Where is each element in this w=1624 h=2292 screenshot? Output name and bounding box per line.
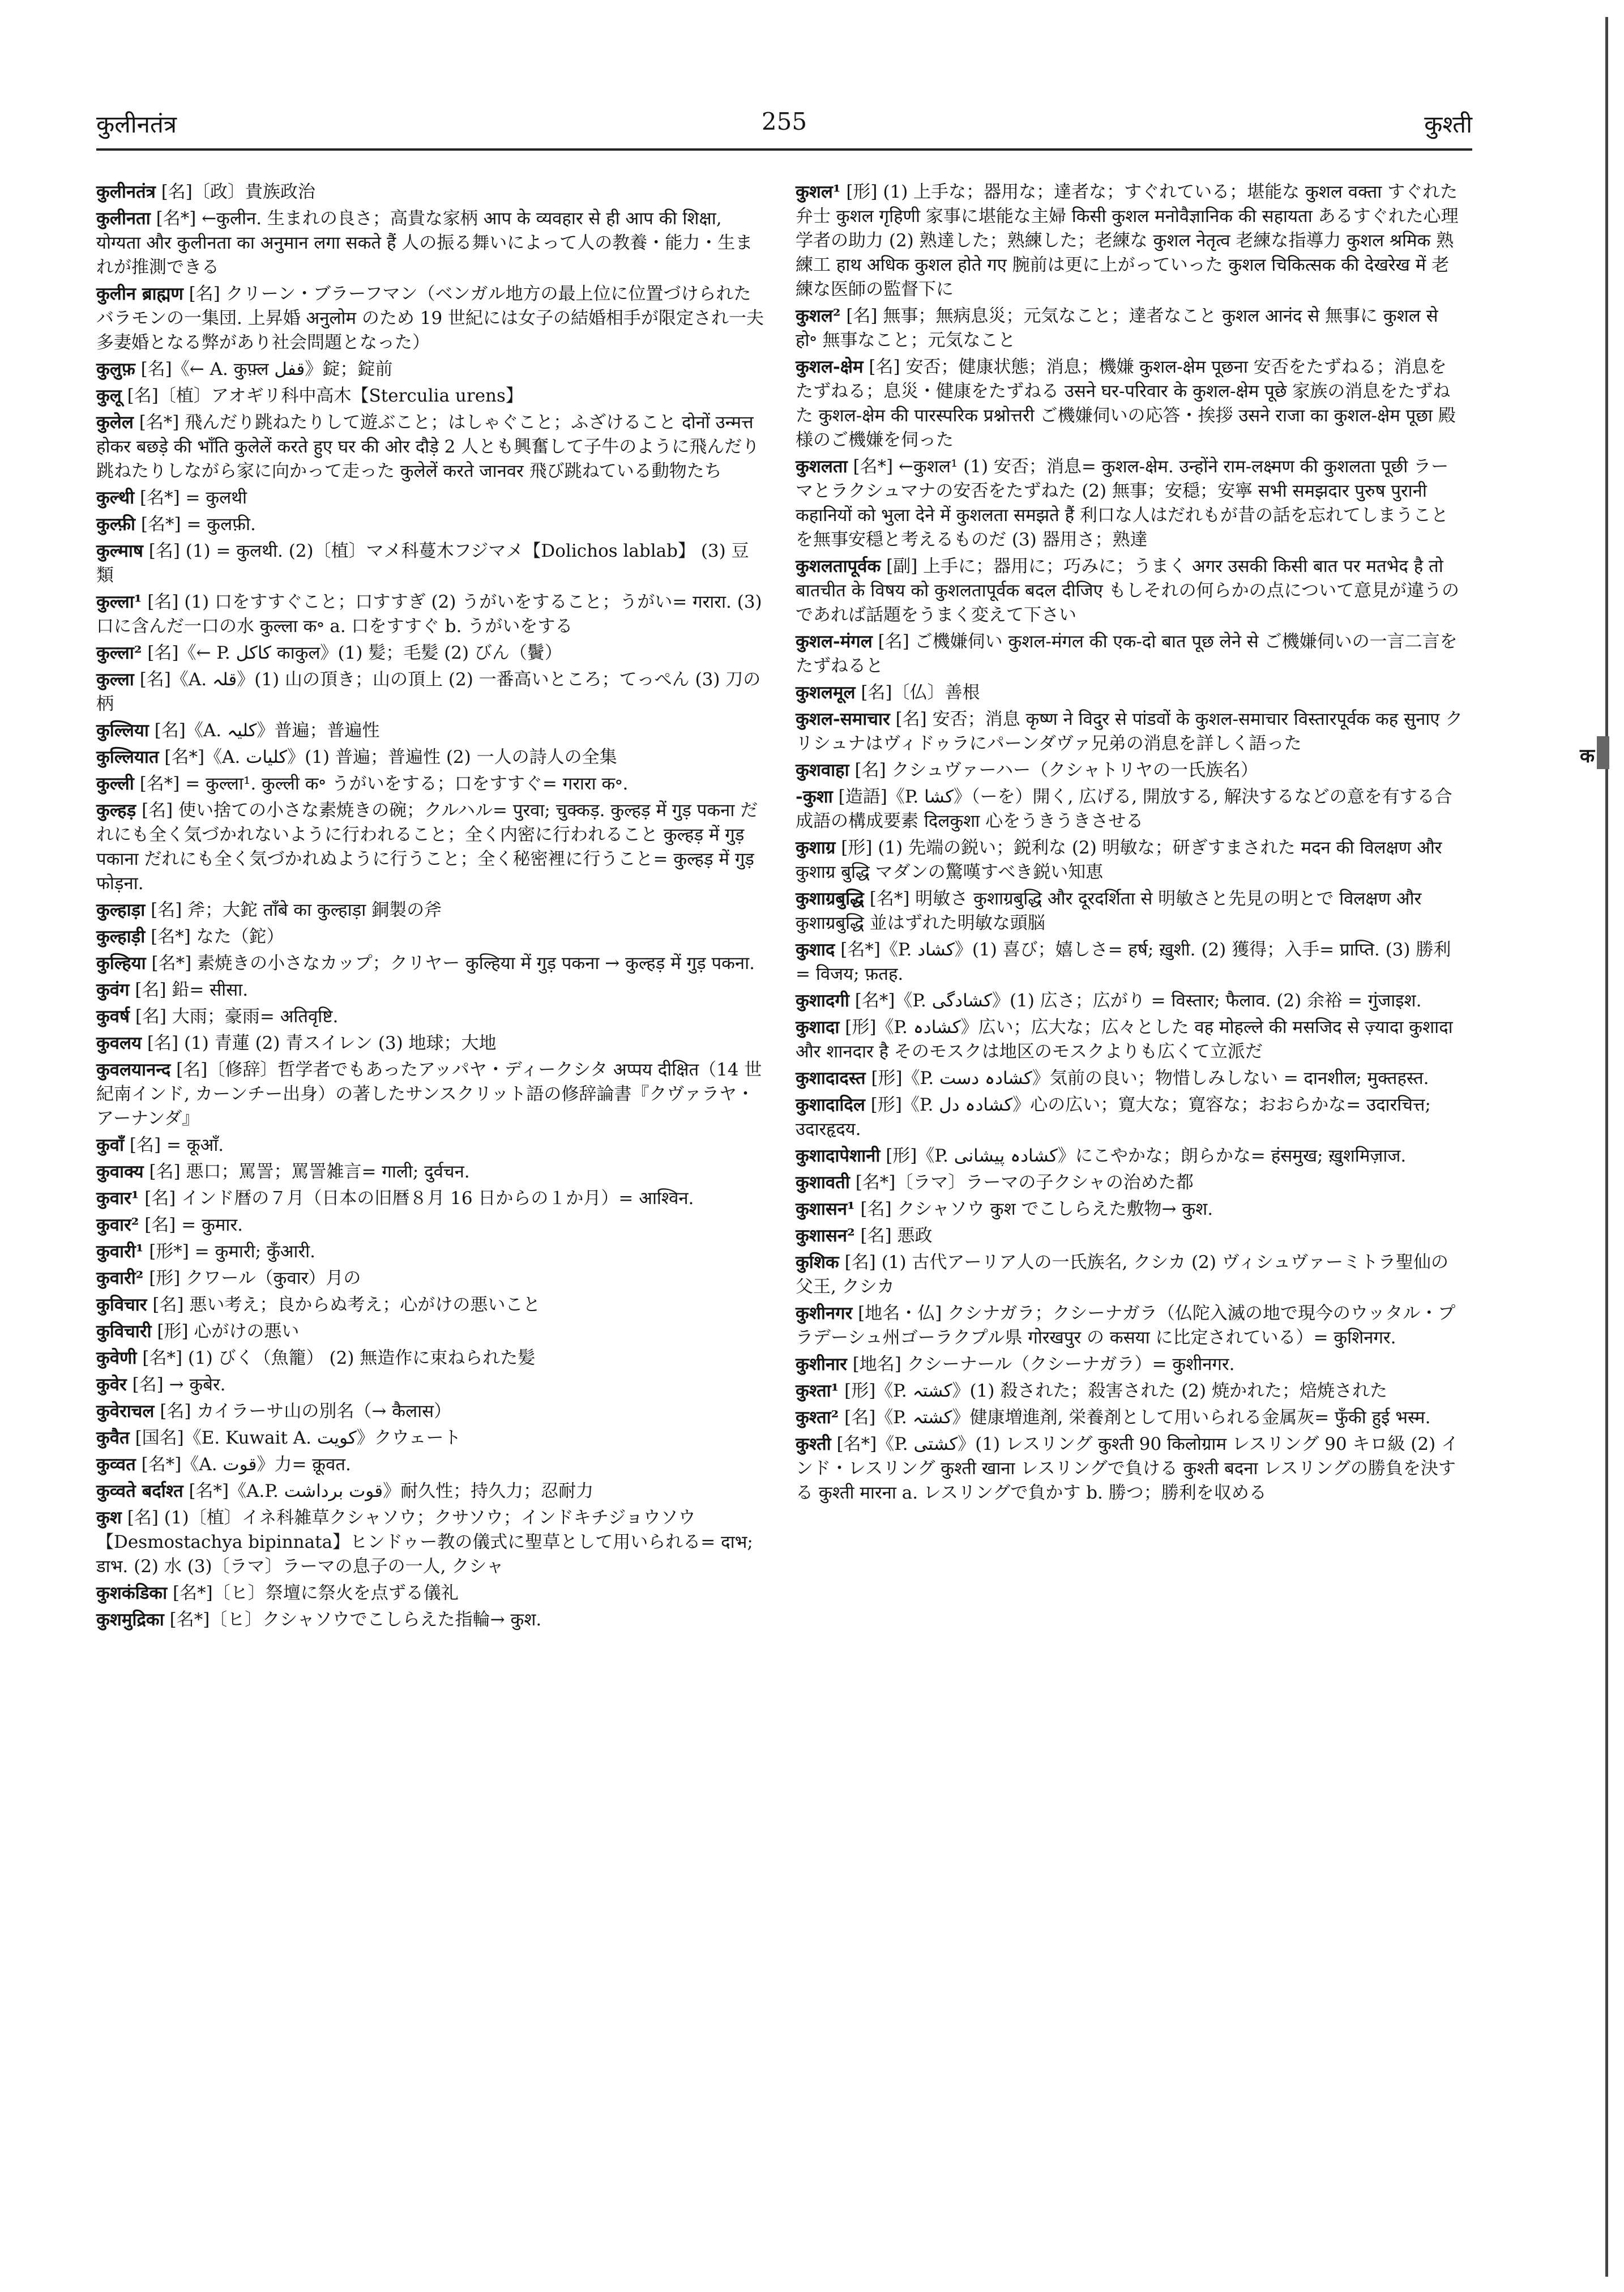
entry-definition: [名] → कुबेर. (126, 1375, 226, 1395)
entry-headword: कुलू (96, 386, 122, 406)
entry-headword: कुशावती (796, 1172, 850, 1193)
dictionary-entry (96, 1186, 764, 1211)
dictionary-entry (796, 1379, 1464, 1403)
entry-definition: [形] (1) 先端の鋭い；鋭利な (2) 明敏な；研ぎすまされた मदन की विलक्षण और कुशाग्र बुद्धि マダンの驚嘆すべき鋭い知恵 (796, 838, 1442, 882)
dictionary-entry (796, 455, 1464, 552)
dictionary-entry (96, 951, 764, 976)
entry-definition: [名] 悪い考え；良からぬ考え；心がけの悪いこと (147, 1295, 541, 1315)
entry-definition: [造語]《P. کشا》（ーを）開く, 広げる, 開放する, 解決するなどの意を有する合成語の構成要素 दिलकुशा 心をうきうきさせる (796, 787, 1452, 831)
entry-definition: [名] ご機嫌伺い कुशल-मंगल की एक-दो बात पूछ लेने से ご機嫌伺いの一言二言をたずねると (796, 631, 1458, 676)
dictionary-entry (796, 1432, 1464, 1505)
thumb-index-letter: क (1580, 745, 1595, 767)
dictionary-entry (96, 1005, 764, 1029)
entry-headword: कुवंग (96, 980, 130, 1000)
entry-headword: कुव्वते बर्दाश्त (96, 1481, 183, 1501)
dictionary-entry (796, 989, 1464, 1013)
dictionary-entry (96, 799, 764, 896)
entry-definition: [名]《← P. کاکل काकुल》(1) 髪；毛髪 (2) びん（鬢） (142, 643, 562, 663)
entry-definition: [名*] = कुलथी (134, 488, 247, 508)
entry-definition: [名] (1) 口をすすぐこと；口すすぎ (2) うがいをすること；うがい= गरारा. (3) 口に含んだ一口の水 कुल्ला क॰ a. 口をすすぐ b. うがいをする (96, 592, 762, 637)
entry-definition: [名*] なた（鉈） (145, 927, 284, 947)
entry-definition: [名*]《P. کشادگی》(1) 広さ；広がり = विस्तार; फैलाव. (2) 余裕 = गुंजाइश. (849, 991, 1422, 1011)
entry-headword: कुश (96, 1508, 122, 1528)
left-column (96, 180, 764, 1634)
dictionary-entry (96, 1160, 764, 1184)
entry-headword: कुल्फ़ी (96, 514, 136, 535)
entry-definition: [名] (1) 古代アーリア人の一氏族名, クシカ (2) ヴィシュヴァーミトラ聖仙の父王, クシカ (796, 1252, 1449, 1297)
entry-definition: [形] (1) 上手な；器用な；達者な；すぐれている；堪能な कुशल वक्ता すぐれた弁士 कुशल गृहिणी 家事に堪能な主婦 किसी कुशल मनोवैज्ञानिक की सहायता あるすぐれた心理学者の助力 (2) 熟達した；熟練した；老練な कुशल नेतृत्व 老練な指導力 कुशल श्रमिक 熟練工 हाथ अधिक कुशल होते गए 腕前は更に上がっていった कुशल चिकित्सक की देखरेख में 老練な医師の監督下に (796, 182, 1459, 300)
entry-headword: कुवार² (96, 1215, 139, 1235)
entry-headword: कुशादगी (796, 991, 849, 1011)
entry-definition: [名]〔政〕貴族政治 (155, 182, 315, 202)
entry-definition: [名]《A. قلہ》(1) 山の頂き；山の頂上 (2) 一番高いところ；てっぺん (3) 刀の柄 (96, 669, 761, 714)
entry-headword: कुल्माष (96, 541, 143, 561)
entry-headword: कुशल-मंगल (796, 631, 873, 652)
entry-headword: कुशादा (796, 1017, 840, 1038)
entry-headword: कुशाग्र (796, 838, 836, 858)
dictionary-entry (96, 1426, 764, 1450)
dictionary-entry (96, 1293, 764, 1317)
entry-definition: [名*]《P. کشتی》(1) レスリング कुश्ती 90 किलोग्राम レスリング 90 キロ級 (2) インド・レスリング कुश्ती खाना レスリングで負ける कुश्ती बदना レスリングの勝負を決する कुश्ती मारना a. レスリングで負かす b. 勝つ；勝利を収める (796, 1434, 1459, 1503)
entry-headword: कुश्ता¹ (796, 1381, 839, 1401)
entry-definition: [名]〔植〕アオギリ科中高木【Sterculia urens】 (121, 386, 523, 406)
dictionary-entry (96, 357, 764, 382)
entry-headword: कुशाद (796, 940, 835, 960)
thumb-index-tab (1580, 736, 1609, 769)
entry-headword: कुशीनगर (796, 1303, 853, 1324)
dictionary-entry (796, 1144, 1464, 1168)
entry-headword: कुवाक्य (96, 1162, 144, 1182)
entry-definition: [地名] クシーナール（クシーナガラ）= कुशीनगर. (847, 1354, 1235, 1375)
entry-definition: [名*]〔ヒ〕祭壇に祭火を点ずる儀礼 (167, 1583, 459, 1603)
dictionary-entry (96, 668, 764, 716)
dictionary-entry (96, 1346, 764, 1371)
entry-definition: [名]《P. کشتہ》健康増進剤, 栄養剤として用いられる金属灰= फुँकी हुई भस्म. (839, 1407, 1431, 1428)
entry-headword: कुलुफ़ (96, 359, 135, 379)
entry-definition: [副] 上手に；器用に；巧みに；うまく अगर उसकी किसी बात पर मतभेद है तो बातचीत के विषय को कुशलतापूर्वक बदल दीजिए もしそれの何らかの点について意見が違うのであれば話題をうまく変えて下さい (796, 556, 1460, 625)
dictionary-entry (96, 925, 764, 949)
entry-definition: [名*] 飛んだり跳ねたりして遊ぶこと；はしゃぐこと；ふざけること दोनों उन्मत्त होकर बछड़े की भाँति कुलेलें करते हुए घर की ओर दौड़े 2 人とも興奮して子牛のように飛んだり跳ねたりしながら家に向かって走った कुलेलें करते जानवर 飛び跳ねている動物たち (96, 412, 760, 481)
entry-headword: कुविचारी (96, 1321, 152, 1342)
entry-headword: कुशकंडिका (96, 1583, 168, 1603)
entry-definition: [名*]〔ヒ〕クシャソウでこしらえた指輪→ कुश. (164, 1610, 542, 1630)
dictionary-entry (796, 785, 1464, 834)
dictionary-entry (96, 772, 764, 796)
dictionary-entry (796, 554, 1464, 628)
entry-definition: [名] 鉛= सीसा. (129, 980, 249, 1000)
entry-headword: कुश्ता² (796, 1407, 839, 1428)
entry-definition: [名] 斧；大鉈 ताँबे का कुल्हाड़ा 銅製の斧 (145, 900, 442, 920)
entry-headword: कुशल-क्षेम (796, 357, 864, 377)
entry-headword: कुल्हिया (96, 953, 146, 974)
header-last-entry: कुश्ती (1424, 110, 1472, 138)
dictionary-entry (96, 513, 764, 537)
dictionary-entry (796, 630, 1464, 678)
entry-headword: कुल्ली (96, 774, 134, 794)
dictionary-entry (96, 1479, 764, 1504)
dictionary-entry (96, 1133, 764, 1158)
entry-headword: कुलीनतंत्र (96, 182, 156, 202)
entry-definition: [名] クシュヴァーハー（クシャトリヤの一氏族名） (849, 760, 1258, 780)
entry-headword: कुल्हाड़ी (96, 927, 146, 947)
entry-definition: [名] 大雨；豪雨= अतिवृष्टि. (129, 1006, 339, 1027)
entry-definition: [名] カイラーサ山の別名（→ कैलास） (154, 1401, 452, 1422)
dictionary-entry (796, 681, 1464, 705)
entry-headword: कुल्ला² (96, 643, 142, 663)
entry-definition: [形*] = कुमारी; कुँआरी. (143, 1241, 316, 1262)
header-rule (96, 148, 1472, 151)
entry-definition: [名*] = कुलफ़ी. (135, 514, 256, 535)
dictionary-entry (96, 207, 764, 280)
entry-headword: कुशिक (796, 1252, 839, 1273)
entry-definition: [名] 安否；消息 कृष्ण ने विदुर से पांडवों के कुशल-समाचार विस्तारपूर्वक कह सुनाए クリシュナはヴィドゥラにパーンダヴァ兄弟の消息を詳しく語った (796, 709, 1463, 754)
entry-headword: -कुशा (796, 787, 833, 807)
dictionary-entry (796, 1406, 1464, 1430)
dictionary-entry (796, 1015, 1464, 1064)
dictionary-entry (796, 1171, 1464, 1195)
dictionary-entry (96, 282, 764, 355)
running-header (96, 108, 1472, 142)
thumb-index-marker (1597, 736, 1609, 769)
dictionary-entry (796, 758, 1464, 783)
entry-definition: [名] = कूआँ. (124, 1135, 224, 1155)
entry-definition: [名*] (1) びく（魚籠） (2) 無造作に束ねられた髪 (136, 1348, 536, 1368)
dictionary-entry (796, 836, 1464, 885)
dictionary-entry (96, 1320, 764, 1344)
entry-headword: कुशादापेशानी (796, 1146, 881, 1166)
page-number: 255 (761, 108, 807, 135)
dictionary-entry (796, 1301, 1464, 1350)
dictionary-entry (96, 590, 764, 639)
entry-definition: [名] インド暦の７月（日本の旧暦８月 16 日からの１か月）= आश्विन. (139, 1188, 694, 1209)
dictionary-entry (796, 1066, 1464, 1091)
entry-definition: [名*]《A.P. قوت برداشت》耐久性；持久力；忍耐力 (183, 1481, 594, 1501)
entry-definition: [名] クシャソウ कुश でこしらえた敷物→ कुश. (854, 1199, 1213, 1219)
entry-definition: [形]《P. کشادہ دست》気前の良い；物惜しみしない = दानशील; मुक्तहस्त. (865, 1068, 1429, 1089)
entry-headword: कुशीनार (796, 1354, 847, 1375)
dictionary-entry (796, 1250, 1464, 1299)
entry-headword: कुशल¹ (796, 182, 841, 202)
dictionary-entry (796, 1224, 1464, 1248)
entry-definition: [名*]《A. کلیات》(1) 普遍；普遍性 (2) 一人の詩人の全集 (159, 747, 617, 767)
entry-definition: [名]《A. کلیہ》普遍；普遍性 (148, 720, 380, 741)
entry-headword: कुशल² (796, 306, 841, 326)
dictionary-entry (96, 486, 764, 510)
header-first-entry: कुलीनतंत्र (96, 110, 177, 138)
entry-definition: [名] 使い捨ての小さな素焼きの碗；クルハル= पुरवा; चुक्कड़. कुल्हड़ में गुड़ पकना だれにも全く気づかれないように行われること；全く内密に行われること कुल्हड़ में गुड़ पकाना だれにも全く気づかれぬように行うこと；全く秘密裡に行うこと= कुल्हड़ में गुड़ फोड़ना. (96, 800, 758, 894)
dictionary-entry (96, 1373, 764, 1397)
entry-headword: कुशमुद्रिका (96, 1610, 164, 1630)
entry-definition: [形] クワール（कुवार）月の (143, 1268, 361, 1288)
dictionary-entry (796, 887, 1464, 936)
entry-headword: कुवर्ष (96, 1006, 130, 1027)
dictionary-entry (796, 304, 1464, 353)
entry-headword: कुवारी¹ (96, 1241, 144, 1262)
entry-definition: [名*] ←कुलीन. 生まれの良さ；高貴な家柄 आप के व्यवहार से ही आप की शिक्षा, योग्यता और कुलीनता का अनुमान लगा सकते हैं 人の振る舞いによって人の教養・能力・生まれが推測できる (96, 208, 753, 278)
entry-definition: [国名]《E. Kuwait A. کویت》クウェート (129, 1428, 461, 1448)
dictionary-entry (96, 1506, 764, 1579)
entry-headword: कुल्हड़ (96, 800, 136, 821)
entry-headword: कुवलय (96, 1033, 142, 1053)
entry-definition: [地名・仏] クシナガラ；クシーナガラ（仏陀入滅の地で現今のウッタル・プラデーシュ州ゴーラクプル県 गोरखपुर の कसया に比定されている）= कुशिनगर. (796, 1303, 1456, 1348)
entry-headword: कुलीन ब्राह्मण (96, 284, 183, 304)
dictionary-entry (96, 539, 764, 588)
entry-headword: कुशलतापूर्वक (796, 556, 881, 577)
entry-headword: कुविचार (96, 1295, 147, 1315)
entry-headword: कुवेराचल (96, 1401, 155, 1422)
entry-definition: [名] 悪口；罵詈；罵詈雑言= गाली; दुर्वचन. (143, 1162, 470, 1182)
entry-headword: कुवेर (96, 1375, 127, 1395)
entry-headword: कुवारी² (96, 1268, 144, 1288)
dictionary-entry (96, 745, 764, 770)
dictionary-entry (96, 1399, 764, 1424)
entry-headword: कुवलयानन्द (96, 1060, 171, 1080)
entry-headword: कुल्लिया (96, 720, 149, 741)
entry-headword: कुश्ती (796, 1434, 831, 1454)
entry-definition: [名]〔仏〕善根 (855, 682, 980, 703)
entry-headword: कुल्ला (96, 669, 134, 690)
entry-definition: [名*]〔ラマ〕ラーマの子クシャの治めた都 (849, 1172, 1194, 1193)
entry-definition: [名*] ←कुशल¹ (1) 安否；消息= कुशल-क्षेम. उन्होंने राम-लक्ष्मण की कुशलता पूछी ラーマとラクシュマナの安否をたずねた (2) 無事；安穏；安寧 सभी समझदार पुरुष पुरानी कहानियों को भुला देने में कुशलता समझते हैं 利口な人はだれもが昔の話を忘れてしまうことを無事安穏と考えるものだ (3) 器用さ；熟達 (796, 456, 1449, 550)
entry-headword: कुशासन² (796, 1226, 855, 1246)
dictionary-entry (96, 1058, 764, 1131)
entry-headword: कुशलता (796, 456, 848, 477)
dictionary-entry (96, 1608, 764, 1632)
dictionary-entry (96, 411, 764, 484)
dictionary-entry (96, 384, 764, 408)
entry-headword: कुशल-समाचार (796, 709, 890, 729)
dictionary-entry (796, 1352, 1464, 1377)
entry-headword: कुवार¹ (96, 1188, 139, 1209)
entry-definition: [形]《P. کشادہ دل》心の広い；寛大な；寛容な；おおらかな= उदारचित्त; उदारहृदय. (796, 1095, 1431, 1139)
dictionary-entry (96, 978, 764, 1002)
page-edge-line (1605, 17, 1608, 2277)
entry-definition: [形]《P. کشتہ》(1) 殺された；殺害された (2) 焼かれた；焙焼された (839, 1381, 1387, 1401)
dictionary-entry (96, 1453, 764, 1477)
entry-headword: कुवेणी (96, 1348, 137, 1368)
right-column (796, 180, 1464, 1508)
dictionary-entry (96, 1266, 764, 1291)
dictionary-entry (96, 1240, 764, 1264)
entry-definition: [名]〔修辞〕哲学者でもあったアッパヤ・ディークシタ अप्पय दीक्षित（14 世紀南インド, カーンチー出身）の著したサンスクリット語の修辞論書『クヴァラヤ・アーナンダ』 (96, 1060, 762, 1129)
entry-headword: कुल्ला¹ (96, 592, 142, 612)
entry-headword: कुव्वत (96, 1454, 136, 1475)
entry-definition: [名] 無事；無病息災；元気なこと；達者なこと कुशल आनंद से 無事に कुशल से हो॰ 無事なこと；元気なこと (796, 306, 1438, 351)
entry-definition: [名] (1)〔植〕イネ科雑草クシャソウ；クサソウ；インドキチジョウソウ【Desmostachya bipinnata】ヒンドゥー教の儀式に聖草として用いられる= दाभ; डाभ. (2) 水 (3)〔ラマ〕ラーマの息子の一人, クシャ (96, 1508, 753, 1577)
entry-definition: [名] 悪政 (854, 1226, 933, 1246)
entry-definition: [名*] 素焼きの小さなカップ；クリヤー कुल्हिया में गुड़ पकना → कुल्हड़ में गुड़ पकना. (146, 953, 755, 974)
dictionary-entry (96, 898, 764, 923)
dictionary-entry (796, 180, 1464, 302)
entry-headword: कुवैत (96, 1428, 130, 1448)
entry-headword: कुशासन¹ (796, 1199, 855, 1219)
entry-headword: कुशलमूल (796, 682, 856, 703)
dictionary-entry (796, 1093, 1464, 1142)
dictionary-entry (96, 180, 764, 204)
entry-headword: कुशाग्रबुद्धि (796, 889, 864, 909)
entry-headword: कुशवाहा (796, 760, 849, 780)
dictionary-entry (796, 1197, 1464, 1222)
entry-headword: कुवाँ (96, 1135, 125, 1155)
entry-definition: [名*] = कुल्ला¹. कुल्ली क॰ うがいをする；口をすすぐ= गरारा क॰. (134, 774, 629, 794)
entry-headword: कुल्हाड़ा (96, 900, 146, 920)
entry-definition: [形] 心がけの悪い (151, 1321, 300, 1342)
entry-headword: कुशादादस्त (796, 1068, 866, 1089)
entry-definition: [名] クリーン・ブラーフマン（ベンガル地方の最上位に位置づけられたバラモンの一集団. 上昇婚 अनुलोम のため 19 世紀には女子の結婚相手が限定され一夫多妻婚となる弊があり社会問題となった） (96, 284, 764, 353)
entry-headword: कुलेल (96, 412, 134, 433)
entry-definition: [名*] 明敏さ कुशाग्रबुद्धि और दूरदर्शिता से 明敏さと先見の明とで विलक्षण और कुशाग्रबुद्धि 並はずれた明敏な頭脳 (796, 889, 1422, 933)
entry-definition: [名] (1) = कुलथी. (2)〔植〕マメ科蔓木フジマメ【Dolichos lablab】 (3) 豆類 (96, 541, 749, 586)
entry-headword: कुशादादिल (796, 1095, 865, 1115)
entry-definition: [形]《P. کشادہ پیشانی》にこやかな；朗らかな= हंसमुख; ख़ुशमिज़ाज. (880, 1146, 1407, 1166)
entry-definition: [名] (1) 青蓮 (2) 青スイレン (3) 地球；大地 (142, 1033, 497, 1053)
dictionary-entry (96, 1213, 764, 1237)
dictionary-entry (796, 938, 1464, 987)
entry-headword: कुलीनता (96, 208, 151, 229)
entry-definition: [名] 安否；健康状態；消息；機嫌 कुशल-क्षेम पूछना 安否をたずねる；消息をたずねる；息災・健康をたずねる उसने घर-परिवार के कुशल-क्षेम पूछे 家族の消息をたずねた कुशल-क्षेम की पारस्परिक प्रश्नोत्तरी ご機嫌伺いの応答・挨拶 उसने राजा का कुशल-क्षेम पूछा 殿様のご機嫌を伺った (796, 357, 1456, 450)
entry-definition: [名] = कुमार. (139, 1215, 243, 1235)
entry-headword: कुल्लियात (96, 747, 159, 767)
dictionary-entry (96, 1031, 764, 1056)
dictionary-entry (96, 641, 764, 665)
entry-headword: कुल्थी (96, 488, 135, 508)
entry-definition: [名*]《P. کشاد》(1) 喜び；嬉しさ= हर्ष; ख़ुशी. (2) 獲得；入手= प्राप्ति. (3) 勝利= विजय; फ़तह. (796, 940, 1451, 984)
dictionary-entry (796, 355, 1464, 453)
dictionary-entry (96, 719, 764, 743)
entry-definition: [形]《P. کشادہ》広い；広大な；広々とした वह मोहल्ले की मसजिद से ज़्यादा कुशादा और शानदार है そのモスクは地区のモスクよりも広くて立派だ (796, 1017, 1453, 1062)
entry-definition: [名*]《A. قوت》力= क़ूवत. (135, 1454, 351, 1475)
entry-definition: [名]《← A. कुफ़्ल قفل》錠；錠前 (135, 359, 393, 379)
dictionary-entry (96, 1581, 764, 1606)
dictionary-entry (796, 707, 1464, 756)
